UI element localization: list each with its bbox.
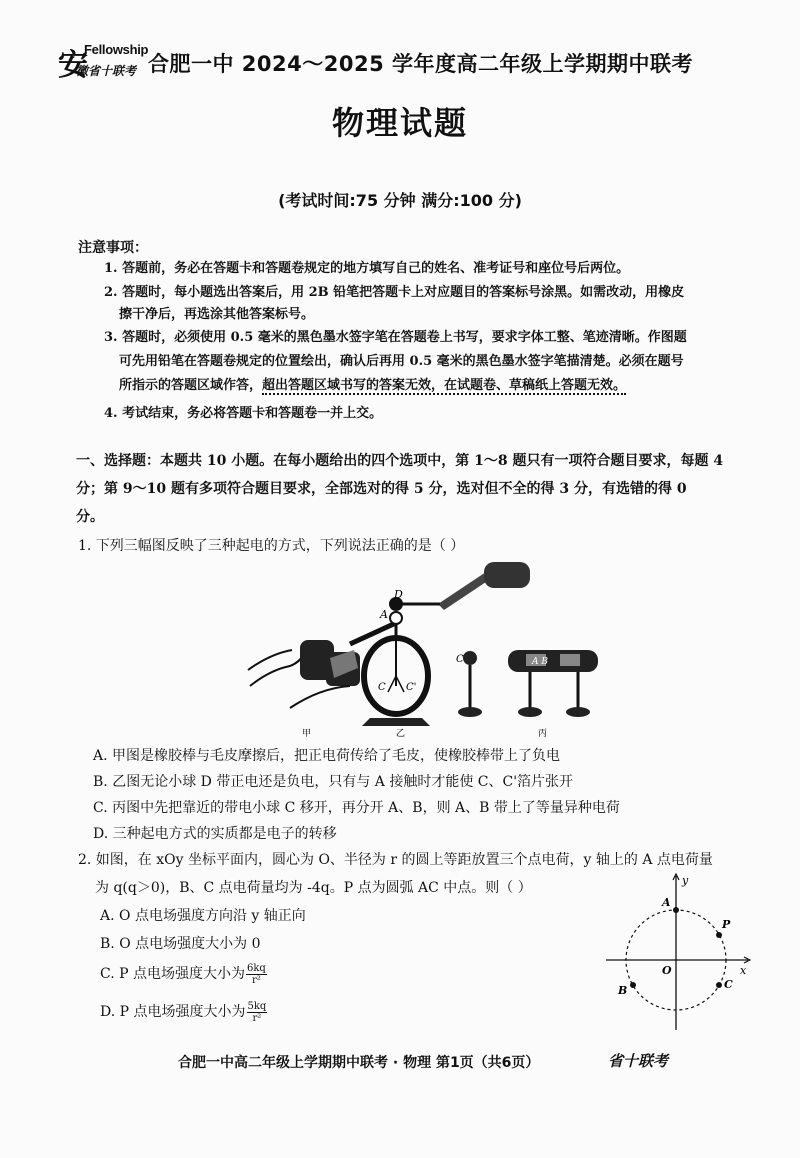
q2-option-d-numerator: 5kq — [247, 1000, 267, 1012]
q2-figure — [598, 870, 756, 1034]
figure-letter-d: D — [394, 588, 403, 601]
label-a: A — [662, 896, 671, 909]
notice-item-1: 1. 答题前，务必在答题卡和答题卷规定的地方填写自己的姓名、准考证号和座位号后两位。 — [104, 261, 630, 276]
point-a — [673, 907, 679, 913]
point-p — [716, 932, 722, 938]
q2-stem-line-1: 2. 如图，在 xOy 坐标平面内，圆心为 O、半径为 r 的圆上等距放置三个点电荷，y 轴上的 A 点电荷量 — [78, 852, 713, 868]
exam-title: 合肥一中 2024～2025 学年度高二年级上学期期中联考 — [148, 52, 694, 76]
figure-bing — [456, 650, 598, 739]
notice-item-2: 2. 答题时，每小题选出答案后，用 2B 铅笔把答题卡上对应题目的答案标号涂黑。如需改动，用橡皮 — [104, 285, 685, 300]
label-b: B — [618, 984, 628, 997]
figure-letter-c-ball: C — [456, 654, 464, 665]
notice-item-3: 3. 答题时，必须使用 0.5 毫米的黑色墨水签字笔在答题卷上书写，要求字体工整、笔迹清晰。作图题 — [104, 330, 687, 345]
section-1-line-1: 一、选择题：本题共 10 小题。在每小题给出的四个选项中，第 1～8 题只有一项符合题目要求，每题 4 — [76, 453, 724, 469]
notice-item-4: 4. 考试结束，务必将答题卡和答题卷一并上交。 — [104, 406, 383, 421]
q1-option-c: C. 丙图中先把靠近的带电小球 C 移开，再分开 A、B，则 A、B 带上了等量异种电荷 — [93, 800, 620, 816]
label-y: y — [682, 874, 689, 887]
q1-option-b: B. 乙图无论小球 D 带正电还是负电，只有与 A 接触时才能使 C、C'箔片张开 — [93, 774, 574, 790]
notice-heading: 注意事项： — [78, 240, 148, 256]
label-x: x — [740, 964, 747, 977]
exam-info: (考试时间:75 分钟 满分:100 分) — [278, 191, 522, 210]
q2-option-c-fraction — [246, 963, 267, 986]
logo-mark: 安 — [58, 48, 88, 83]
q2-option-c-text: C. P 点电场强度大小为 — [100, 966, 245, 982]
figure-letter-c-prime: C' — [406, 682, 417, 693]
figure-label-yi: 乙 — [396, 729, 406, 739]
section-1-line-2: 分；第 9～10 题有多项符合题目要求，全部选对的得 5 分，选对但不全的得 3 分，有选错的得 0 — [76, 481, 687, 497]
q1-option-d: D. 三种起电方式的实质都是电子的转移 — [93, 826, 337, 842]
figure-label-jia: 甲 — [302, 729, 312, 739]
subject-title: 物理试题 — [331, 104, 468, 142]
figure-letter-c: C — [378, 682, 386, 693]
point-b — [630, 982, 636, 988]
notice-item-3-emphasis: 超出答题区域书写的答案无效，在试题卷、草稿纸上答题无效。 — [262, 378, 627, 393]
q2-option-d-text: D. P 点电场强度大小为 — [100, 1004, 246, 1020]
logo — [58, 40, 149, 84]
logo-subtext: 徽省十联考 — [76, 64, 137, 78]
notice-item-3-cont2: 所指示的答题区域作答， — [119, 378, 263, 393]
q2-option-d-denominator: r² — [252, 1012, 262, 1024]
label-p: P — [722, 918, 731, 931]
section-1-line-3: 分。 — [76, 509, 104, 525]
q2-option-c-denominator: r² — [252, 974, 261, 986]
footer-brand: 省十联考 — [608, 1052, 669, 1070]
section-1-instructions — [76, 447, 776, 531]
q2-option-a: A. O 点电场强度方向沿 y 轴正向 — [100, 908, 306, 924]
label-c: C — [724, 978, 733, 991]
q2-option-c — [100, 962, 267, 986]
point-c — [716, 982, 722, 988]
figure-letters-ab: A B — [532, 657, 548, 667]
q2-option-c-numerator: 6kq — [246, 962, 266, 974]
q2-stem-line-2: 为 q(q＞0)，B、C 点电荷量均为 -4q。P 点为圆弧 AC 中点。则（ ） — [95, 880, 532, 896]
q2-option-d — [100, 1000, 267, 1024]
figure-letter-a: A — [380, 608, 388, 621]
notice-item-2-cont: 擦干净后，再选涂其他答案标号。 — [119, 307, 315, 322]
q2-option-b: B. O 点电场强度大小为 0 — [100, 936, 261, 952]
figure-yi — [362, 562, 530, 739]
label-o: O — [662, 964, 672, 977]
logo-text: Fellowship — [84, 42, 149, 57]
page-footer: 合肥一中高二年级上学期期中联考 · 物理 第1页（共6页） — [178, 1055, 540, 1071]
q1-stem: 1. 下列三幅图反映了三种起电的方式，下列说法正确的是（ ） — [78, 538, 465, 554]
notice-item-3-cont: 可先用铅笔在答题卷规定的位置绘出，确认后再用 0.5 毫米的黑色墨水签字笔描清楚。必须在题号 — [119, 354, 684, 369]
q1-option-a: A. 甲图是橡胶棒与毛皮摩擦后，把正电荷传给了毛皮，使橡胶棒带上了负电 — [93, 748, 561, 764]
figure-label-bing: 丙 — [538, 729, 548, 739]
q2-option-d-fraction — [247, 1001, 268, 1024]
q1-figure — [230, 558, 610, 742]
